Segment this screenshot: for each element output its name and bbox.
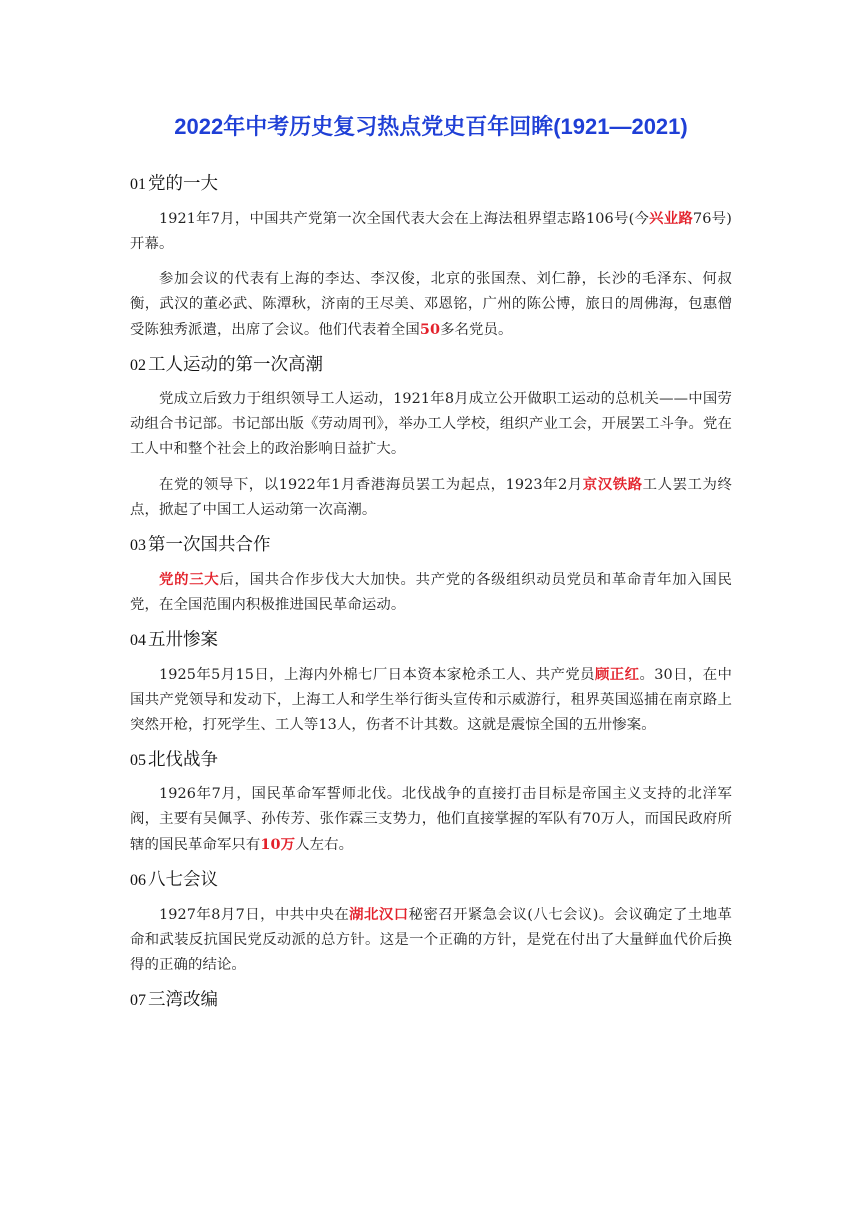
text-run: 在党的领导下，以1922年1月香港海员罢工为起点，1923年2月 — [159, 477, 583, 493]
text-run: 秘密召开紧急会议(八七会议)。会议确定了土地革命和武装反抗国民党反动派的总方针。这是一个正确的方针，是党在付出了大量鲜血代价后换得的正确的结论。 — [130, 907, 733, 973]
section-heading — [130, 868, 732, 893]
section-05 — [130, 748, 732, 858]
paragraph — [130, 472, 732, 523]
text-run: 多名党员。 — [440, 322, 513, 338]
section-03 — [130, 533, 732, 618]
text-run: 人左右。 — [295, 837, 354, 853]
section-title: 五卅惨案 — [148, 630, 218, 650]
text-run: 1921年7月，中国共产党第一次全国代表大会在上海法租界望志路106号(今 — [159, 211, 650, 227]
section-01 — [130, 172, 732, 343]
section-heading — [130, 628, 732, 653]
text-run: 76号)开幕。 — [130, 211, 733, 252]
text-run: 后，国共合作步伐大大加快。共产党的各级组织动员党员和革命青年加入国民党，在全国范围内积极推进国民革命运动。 — [130, 572, 733, 613]
text-run: 1925年5月15日，上海内外棉七厂日本资本家枪杀工人、共产党员 — [159, 667, 595, 683]
section-number: 01 — [130, 176, 146, 193]
section-02 — [130, 353, 732, 523]
paragraph — [130, 902, 732, 978]
section-number: 02 — [130, 357, 146, 374]
text-run: 工人罢工为终点，掀起了中国工人运动第一次高潮。 — [130, 477, 732, 518]
highlighted-term: 顾正红 — [595, 666, 640, 683]
section-number: 07 — [130, 992, 146, 1009]
text-run: 党成立后致力于组织领导工人运动，1921年8月成立公开做职工运动的总机关——中国劳动组合书记部。书记部出版《劳动周刊》，举办工人学校，组织产业工会，开展罢工斗争。党在工人中和整个社会上的政治影响日益扩大。 — [130, 391, 732, 457]
highlighted-term: 党的三大 — [159, 571, 220, 588]
section-heading — [130, 353, 732, 378]
section-heading — [130, 172, 732, 197]
highlighted-term: 10万 — [260, 836, 296, 853]
paragraph — [130, 782, 732, 858]
highlighted-term: 湖北汉口 — [349, 906, 409, 923]
section-heading — [130, 533, 732, 558]
text-run: 1926年7月，国民革命军誓师北伐。北伐战争的直接打击目标是帝国主义支持的北洋军阀，主要有吴佩孚、孙传芳、张作霖三支势力，他们直接掌握的军队有70万人，而国民政府所辖的国民革命军只有 — [130, 786, 732, 853]
text-run: 1927年8月7日，中共中央在 — [159, 907, 350, 923]
section-title: 北伐战争 — [148, 750, 218, 770]
highlighted-term: 兴业路 — [649, 210, 693, 227]
highlighted-term: 京汉铁路 — [582, 476, 643, 493]
section-number: 04 — [130, 632, 146, 649]
section-07 — [130, 988, 732, 1013]
section-title: 三湾改编 — [148, 990, 218, 1010]
text-run: 。30日，在中国共产党领导和发动下，上海工人和学生举行街头宣传和示威游行，租界英国巡捕在南京路上突然开枪，打死学生、工人等13人，伤者不计其数。这就是震惊全国的五卅惨案。 — [130, 667, 732, 733]
paragraph — [130, 387, 732, 462]
paragraph — [130, 662, 732, 738]
document-title: 2022年中考历史复习热点党史百年回眸(1921—2021) — [174, 114, 688, 139]
section-number: 05 — [130, 752, 146, 769]
section-number: 06 — [130, 872, 146, 889]
section-title: 工人运动的第一次高潮 — [148, 355, 323, 375]
section-title: 党的一大 — [148, 174, 218, 194]
text-run: 参加会议的代表有上海的李达、李汉俊，北京的张国焘、刘仁静，长沙的毛泽东、何叔衡，武汉的董必武、陈潭秋，济南的王尽美、邓恩铭，广州的陈公博，旅日的周佛海，包惠僧受陈独秀派遣，出席了会议。他们代表着全国 — [130, 271, 732, 338]
section-heading — [130, 748, 732, 773]
paragraph — [130, 267, 732, 343]
paragraph — [130, 206, 732, 257]
paragraph — [130, 567, 732, 618]
section-title: 第一次国共合作 — [148, 535, 271, 555]
section-heading — [130, 988, 732, 1013]
section-06 — [130, 868, 732, 978]
section-title: 八七会议 — [148, 870, 218, 890]
document-body — [130, 172, 732, 1013]
section-number: 03 — [130, 537, 146, 554]
highlighted-term: 50 — [419, 321, 441, 338]
section-04 — [130, 628, 732, 738]
